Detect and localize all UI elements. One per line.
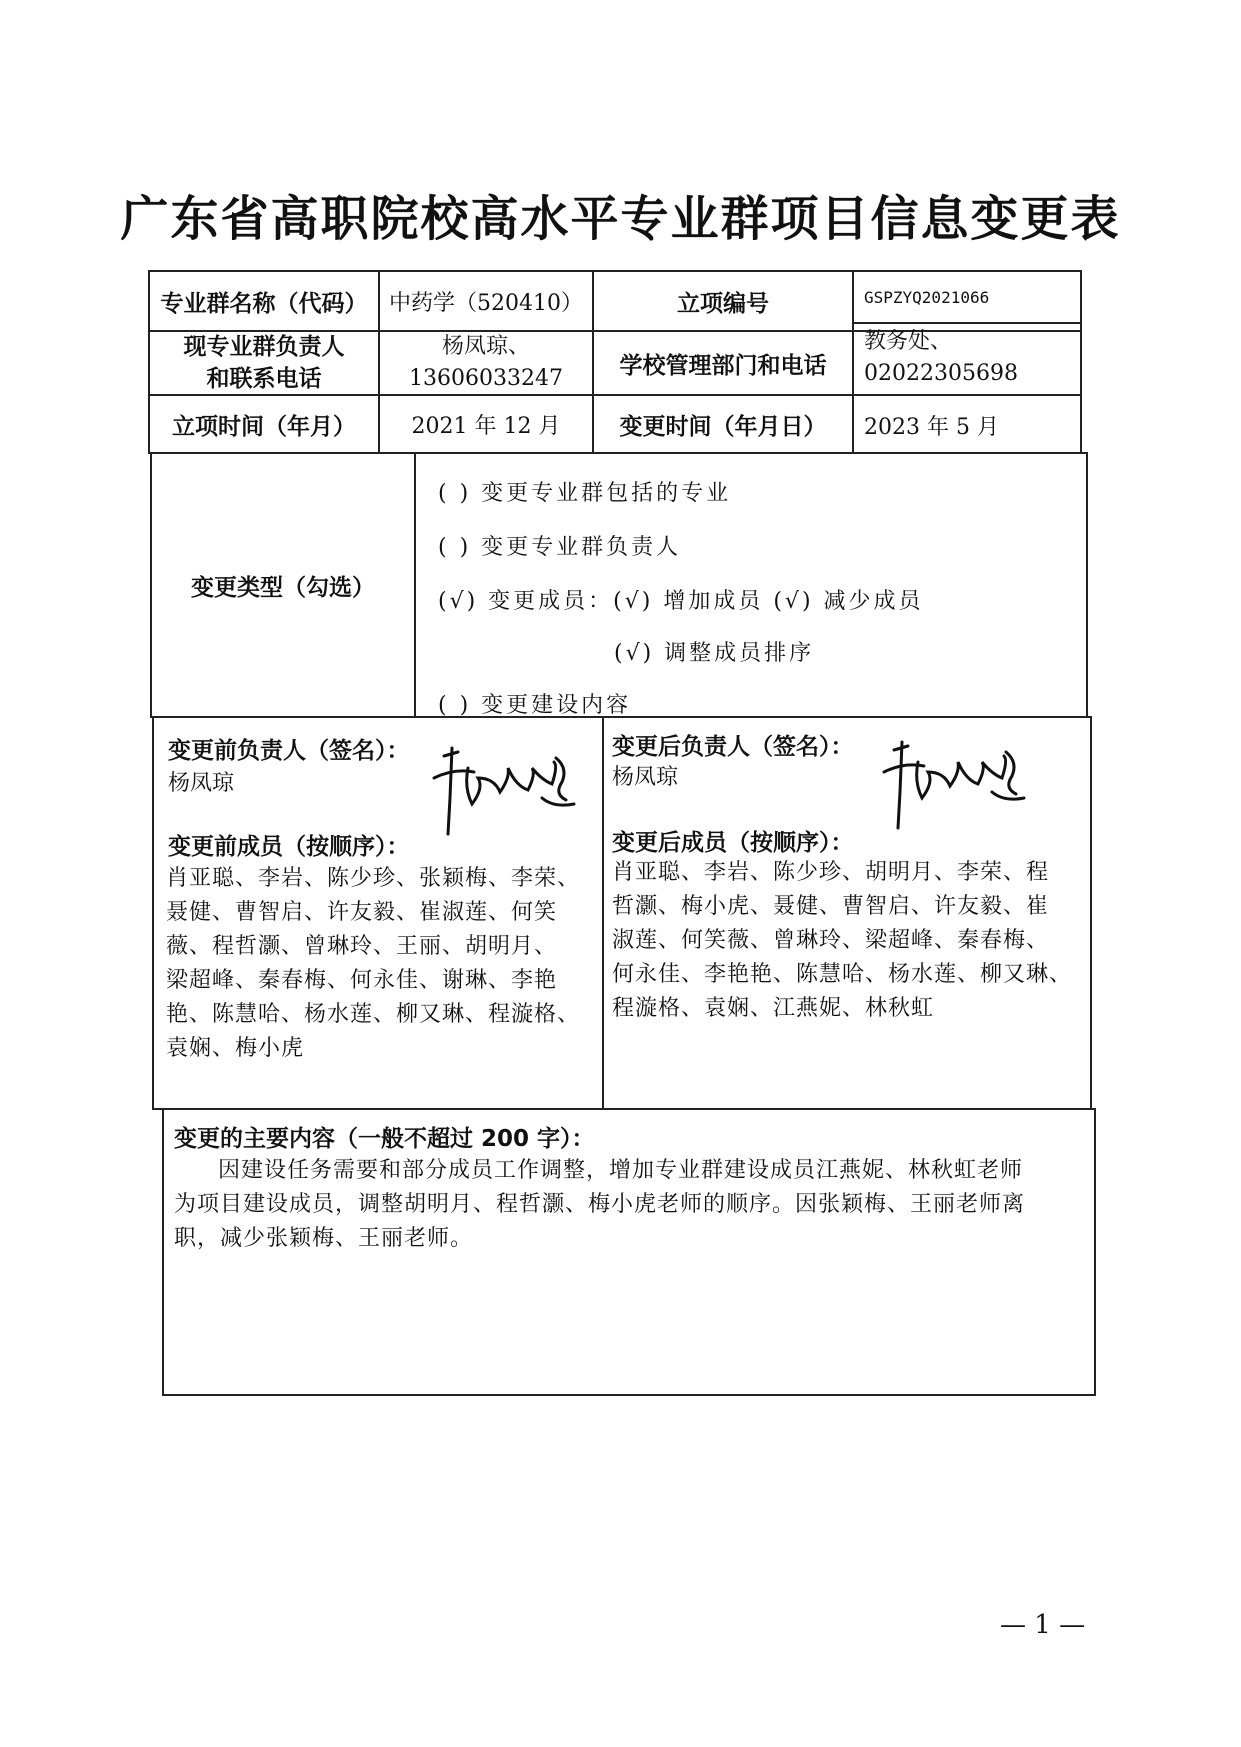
before-leader-label: 变更前负责人（签名）： [168, 738, 410, 764]
option-change-leader: ( ) 变更专业群负责人 [438, 535, 682, 560]
after-members-list [612, 856, 1086, 1026]
main-content-body [174, 1154, 1088, 1256]
after-members-line: 淑莲、何笑薇、曾琳玲、梁超峰、秦春梅、 [612, 928, 1050, 953]
option-reorder-members: (√) 调整成员排序 [614, 641, 815, 666]
approval-time-value: 2021 年 12 月 [378, 394, 594, 454]
main-content-label: 变更的主要内容（一般不超过 200 字）： [174, 1126, 595, 1152]
after-leader-label: 变更后负责人（签名）： [612, 734, 854, 760]
after-members-label: 变更后成员（按顺序）： [612, 830, 854, 856]
option-change-content: ( ) 变更建设内容 [438, 693, 632, 718]
project-number-value: GSPZYQ2021066 [852, 270, 1082, 332]
department-label: 学校管理部门和电话 [592, 330, 854, 396]
leader-value: 杨凤琼、 13606033247 [378, 330, 594, 396]
department-value: 教务处、 02022305698 [852, 322, 1082, 396]
option-change-members: (√) 变更成员：(√) 增加成员 (√) 减少成员 [438, 589, 924, 614]
main-content-line: 职，减少张颖梅、王丽老师。 [174, 1226, 474, 1251]
before-members-line: 肖亚聪、李岩、陈少珍、张颖梅、李荣、 [166, 866, 581, 891]
after-members-line: 哲灏、梅小虎、聂健、曹智启、许友毅、崔 [612, 894, 1050, 919]
before-members-line: 袁娴、梅小虎 [166, 1036, 305, 1061]
before-members-line: 薇、程哲灏、曾琳玲、王丽、胡明月、 [166, 934, 558, 959]
after-members-line: 程漩格、袁娴、江燕妮、林秋虹 [612, 996, 935, 1021]
after-section [602, 716, 1092, 1110]
after-members-line: 肖亚聪、李岩、陈少珍、胡明月、李荣、程 [612, 860, 1050, 885]
before-leader-name: 杨凤琼 [168, 771, 235, 796]
before-signature-image [424, 738, 584, 838]
change-type-options [414, 452, 1088, 718]
main-content-line: 因建设任务需要和部分成员工作调整，增加专业群建设成员江燕妮、林秋虹老师 [218, 1158, 1024, 1183]
option-change-majors: ( ) 变更专业群包括的专业 [438, 481, 732, 506]
before-members-label: 变更前成员（按顺序）： [168, 834, 410, 860]
project-name-label: 专业群名称（代码） [148, 270, 380, 332]
main-content-line: 为项目建设成员，调整胡明月、程哲灏、梅小虎老师的顺序。因张颖梅、王丽老师离 [174, 1192, 1026, 1217]
after-members-line: 何永佳、李艳艳、陈慧哈、杨水莲、柳又琳、 [612, 962, 1073, 987]
project-number-label: 立项编号 [592, 270, 854, 332]
after-leader-name: 杨凤琼 [612, 765, 679, 790]
leader-label: 现专业群负责人 和联系电话 [148, 330, 380, 396]
before-members-line: 梁超峰、秦春梅、何永佳、谢琳、李艳 [166, 968, 558, 993]
before-members-list [166, 862, 596, 1066]
main-content-section [162, 1108, 1096, 1396]
change-type-label: 变更类型（勾选） [150, 452, 416, 718]
change-time-value: 2023 年 5 月 [852, 394, 1082, 454]
before-section [152, 716, 604, 1110]
page-number: — 1 — [1000, 1610, 1086, 1640]
document-title: 广东省高职院校高水平专业群项目信息变更表 [120, 191, 1121, 247]
approval-time-label: 立项时间（年月） [148, 394, 380, 454]
project-name-value: 中药学（520410） [378, 270, 594, 332]
before-members-line: 艳、陈慧哈、杨水莲、柳又琳、程漩格、 [166, 1002, 581, 1027]
change-time-label: 变更时间（年月日） [592, 394, 854, 454]
before-members-line: 聂健、曹智启、许友毅、崔淑莲、何笑 [166, 900, 558, 925]
after-signature-image [874, 732, 1034, 832]
